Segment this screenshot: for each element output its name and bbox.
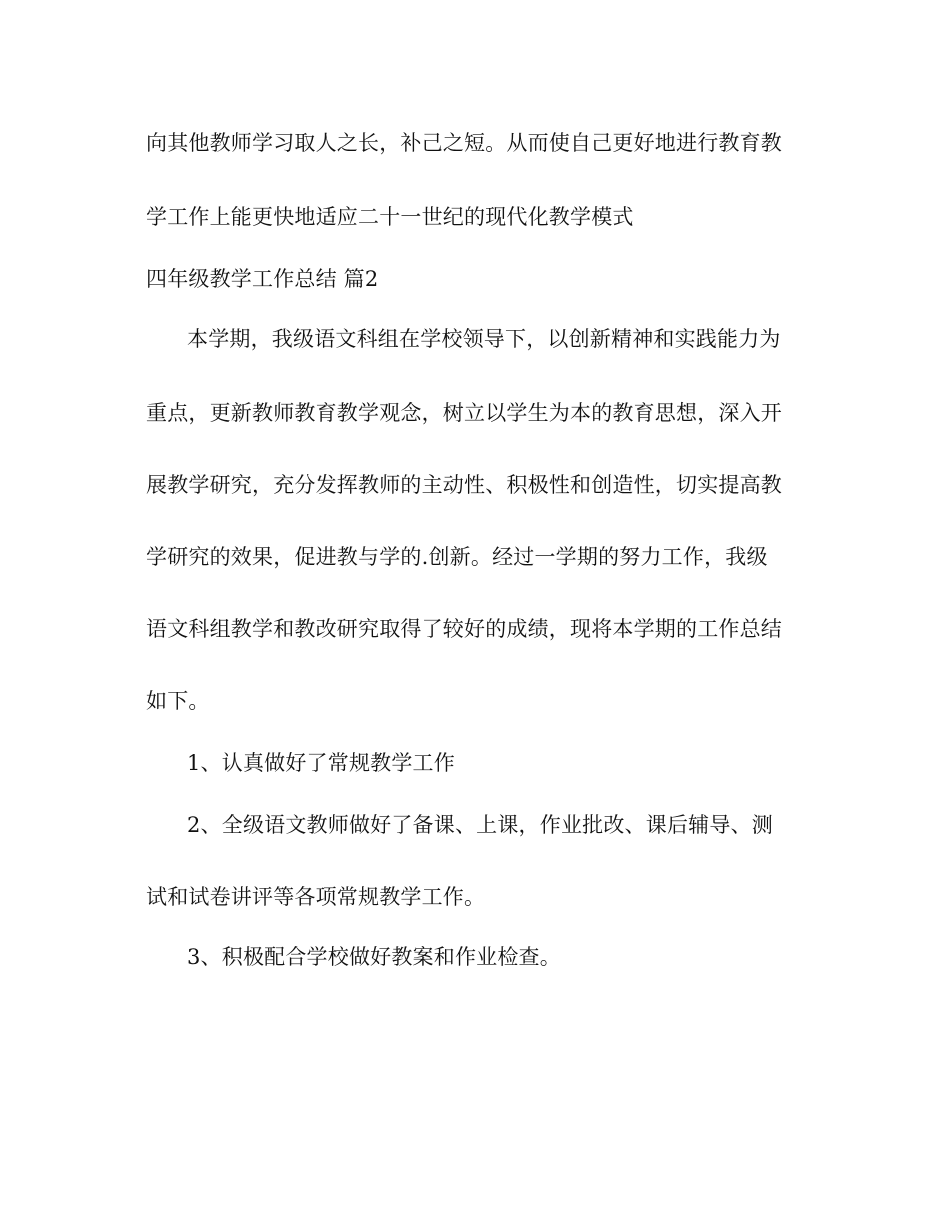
paragraph-line: 语文科组教学和教改研究取得了较好的成绩，现将本学期的工作总结 [146, 617, 782, 641]
paragraph-line: 学工作上能更快地适应二十一世纪的现代化教学模式 [146, 205, 634, 229]
list-item: 2、全级语文教师做好了备课、上课，作业批改、课后辅导、测 [187, 813, 773, 837]
paragraph-line: 本学期，我级语文科组在学校领导下，以创新精神和实践能力为 [187, 327, 781, 351]
paragraph-line: 如下。 [146, 689, 210, 713]
paragraph-line: 展教学研究，充分发挥教师的主动性、积极性和创造性，切实提高教 [146, 473, 782, 497]
list-item: 3、积极配合学校做好教案和作业检查。 [187, 945, 561, 969]
list-item: 1、认真做好了常规教学工作 [187, 751, 455, 775]
paragraph-line: 试和试卷讲评等各项常规教学工作。 [146, 885, 486, 909]
paragraph-line: 重点，更新教师教育教学观念，树立以学生为本的教育思想，深入开 [146, 401, 782, 425]
paragraph-line: 向其他教师学习取人之长，补己之短。从而使自己更好地进行教育教 [146, 131, 782, 155]
section-heading: 四年级教学工作总结 篇2 [146, 267, 379, 291]
paragraph-line: 学研究的效果，促进教与学的.创新。经过一学期的努力工作，我级 [146, 545, 768, 569]
